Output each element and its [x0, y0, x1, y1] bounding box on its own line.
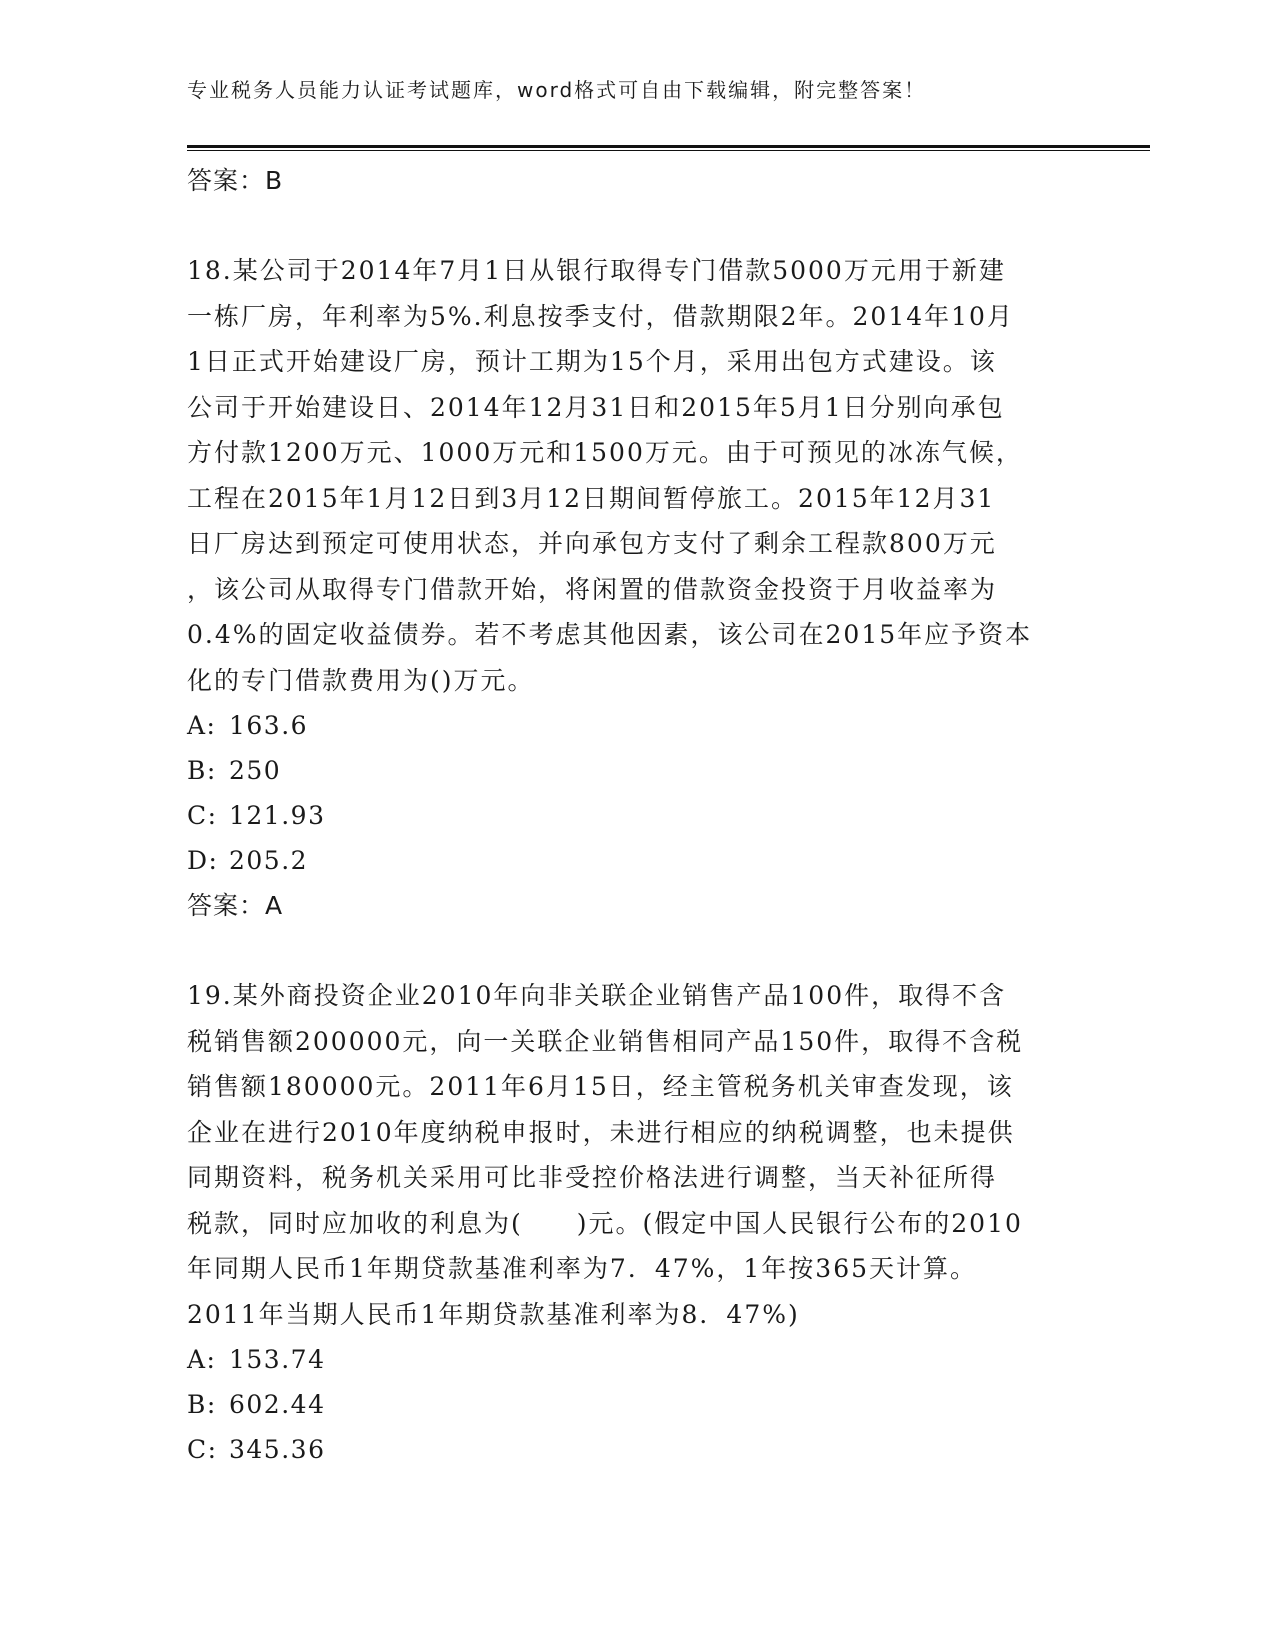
question-line: 年同期人民币1年期贷款基准利率为7．47%，1年按365天计算。	[187, 1254, 978, 1283]
question-line: 工程在2015年1月12日到3月12日期间暂停旅工。2015年12月31	[187, 483, 996, 513]
question-line: 销售额180000元。2011年6月15日，经主管税务机关审查发现，该	[187, 1072, 1014, 1101]
question-stem	[187, 248, 1087, 703]
question-line: ，该公司从取得专门借款开始，将闲置的借款资金投资于月收益率为	[187, 574, 998, 604]
option-b	[187, 748, 1087, 793]
question-stem	[187, 973, 1087, 1337]
question-18	[187, 248, 1087, 928]
spacer	[187, 203, 1087, 248]
previous-answer: 答案：B	[187, 166, 284, 195]
page-header: 专业税务人员能力认证考试题库，word格式可自由下载编辑，附完整答案！	[187, 78, 927, 102]
question-line: 公司于开始建设日、2014年12月31日和2015年5月1日分别向承包	[187, 392, 1005, 422]
option-value: 121.93	[229, 801, 326, 830]
option-value: 602.44	[229, 1390, 326, 1419]
question-line: 税款，同时应加收的利息为( )元。(假定中国人民银行公布的2010	[187, 1208, 1023, 1238]
option-label: A:	[187, 1345, 217, 1374]
question-line: 0.4%的固定收益债券。若不考虑其他因素，该公司在2015年应予资本	[187, 620, 1033, 649]
question-line: 2011年当期人民币1年期贷款基准利率为8．47%)	[187, 1299, 800, 1329]
option-c	[187, 1427, 1087, 1472]
question-line: 18.某公司于2014年7月1日从银行取得专门借款5000万元用于新建	[187, 256, 1006, 285]
option-label: B:	[187, 756, 217, 785]
question-line: 同期资料，税务机关采用可比非受控价格法进行调整，当天补征所得	[187, 1163, 998, 1192]
option-value: 205.2	[229, 846, 309, 875]
option-value: 163.6	[229, 711, 309, 740]
question-line: 19.某外商投资企业2010年向非关联企业销售产品100件，取得不含	[187, 981, 1007, 1010]
option-label: A:	[187, 711, 217, 740]
option-value: 345.36	[229, 1435, 326, 1464]
option-d	[187, 838, 1087, 883]
question-line: 企业在进行2010年度纳税申报时，未进行相应的纳税调整，也未提供	[187, 1117, 1015, 1147]
option-a	[187, 1337, 1087, 1382]
spacer	[187, 928, 1087, 973]
document-body	[187, 158, 1087, 1472]
question-line: 日厂房达到预定可使用状态，并向承包方支付了剩余工程款800万元	[187, 529, 997, 558]
answer: 答案：A	[187, 891, 284, 920]
question-19	[187, 973, 1087, 1472]
option-b	[187, 1382, 1087, 1427]
option-label: D:	[187, 846, 219, 875]
question-line: 化的专门借款费用为()万元。	[187, 665, 535, 695]
question-line: 税销售额200000元，向一关联企业销售相同产品150件，取得不含税	[187, 1026, 1024, 1056]
question-line: 一栋厂房，年利率为5%.利息按季支付，借款期限2年。2014年10月	[187, 301, 1014, 331]
header-divider	[187, 145, 1150, 148]
question-line: 1日正式开始建设厂房，预计工期为15个月，采用出包方式建设。该	[187, 347, 997, 376]
option-label: C:	[187, 1435, 218, 1464]
option-value: 153.74	[229, 1345, 326, 1374]
question-line: 方付款1200万元、1000万元和1500万元。由于可预见的冰冻气候，	[187, 438, 1023, 467]
option-a	[187, 703, 1087, 748]
option-c	[187, 793, 1087, 838]
option-value: 250	[229, 756, 282, 785]
option-label: C:	[187, 801, 218, 830]
option-label: B:	[187, 1390, 217, 1419]
